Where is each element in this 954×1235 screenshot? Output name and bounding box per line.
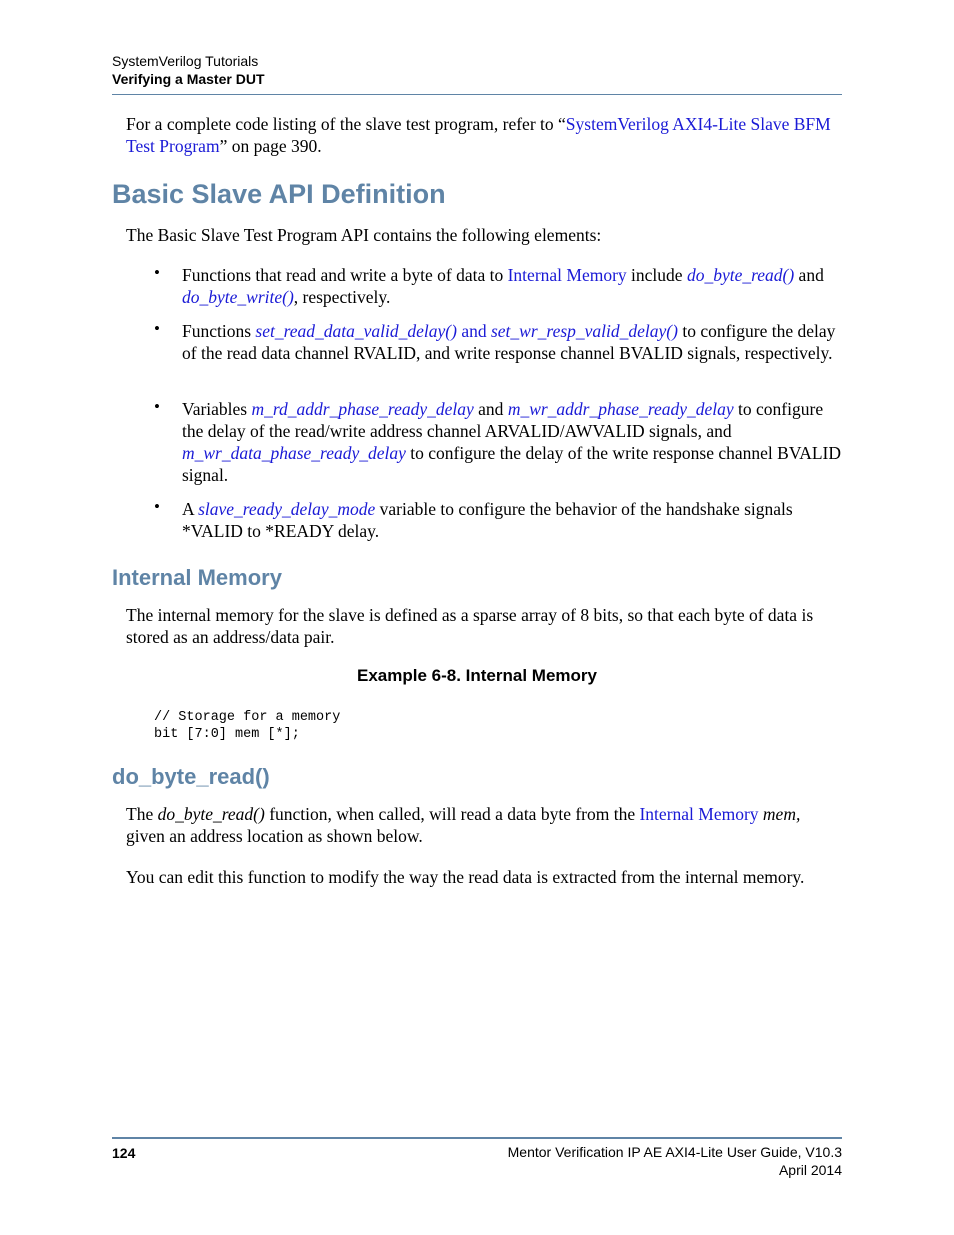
code-block: // Storage for a memory bit [7:0] mem [*]; xyxy=(154,710,341,742)
intro-paragraph xyxy=(126,113,842,157)
header-chapter: SystemVerilog Tutorials xyxy=(112,53,259,69)
heading-internal-memory: Internal Memory xyxy=(112,565,282,590)
link-slave-ready-delay-mode[interactable]: slave_ready_delay_mode xyxy=(198,499,376,519)
internal-memory-paragraph: The internal memory for the slave is defined as a sparse array of 8 bits, so that each byte of data is stored as an address/data pair. xyxy=(126,605,814,647)
bullet-text: Variables xyxy=(182,399,252,419)
bullet-text: include xyxy=(626,265,687,285)
bullet-text: to configure the delay of the read/write address channel ARVALID/AWVALID signals, and xyxy=(182,399,824,441)
running-header xyxy=(112,52,265,88)
link-internal-memory[interactable]: Internal Memory xyxy=(507,265,627,285)
bullet-dot: • xyxy=(154,319,160,338)
bullet-text: and xyxy=(794,265,824,285)
link-do-byte-read[interactable]: do_byte_read() xyxy=(686,265,795,285)
bullet-text: to configure the delay of the write response channel BVALID signal. xyxy=(182,443,842,485)
link-slave-test-program[interactable]: SystemVerilog AXI4-Lite Slave BFM Test Program xyxy=(126,114,831,156)
bullet-text: variable to configure the behavior of the handshake signals *VALID to *READY delay. xyxy=(182,499,793,541)
do-byte-read-paragraph xyxy=(126,803,842,847)
link-m-rd-addr-phase-ready-delay[interactable]: m_rd_addr_phase_ready_delay xyxy=(251,399,474,419)
function-name: do_byte_read() xyxy=(157,804,265,824)
bullet-text: to configure the delay of the read data channel RVALID, and write response channel BVALID signals, respectively. xyxy=(182,321,836,363)
link-set-read-data-valid-delay[interactable]: set_read_data_valid_delay() xyxy=(255,321,457,341)
header-divider xyxy=(112,94,842,95)
link-do-byte-write[interactable]: do_byte_write() xyxy=(182,287,294,307)
footer-divider xyxy=(112,1137,842,1139)
link-m-wr-addr-phase-ready-delay[interactable]: m_wr_addr_phase_ready_delay xyxy=(507,399,734,419)
footer-info xyxy=(508,1143,842,1179)
link-internal-memory[interactable]: Internal Memory xyxy=(639,804,759,824)
bullet-text: , respectively. xyxy=(293,287,391,307)
page-number: 124 xyxy=(112,1145,136,1161)
api-lead-paragraph: The Basic Slave Test Program API contains the following elements: xyxy=(126,225,602,245)
link-set-wr-resp-valid-delay[interactable]: set_wr_resp_valid_delay() xyxy=(490,321,678,341)
intro-page-ref: ” on page 390. xyxy=(219,136,322,156)
example-caption: Example 6-8. Internal Memory xyxy=(357,666,597,685)
heading-basic-slave-api: Basic Slave API Definition xyxy=(112,179,446,209)
bullet-text: and xyxy=(473,399,508,419)
bullet-text: A xyxy=(182,499,199,519)
edit-function-paragraph: You can edit this function to modify the way the read data is extracted from the internal memory. xyxy=(126,867,805,887)
footer-guide-title: Mentor Verification IP AE AXI4-Lite User Guide, V10.3 xyxy=(507,1144,842,1160)
paragraph-text: The xyxy=(126,804,158,824)
footer-date: April 2014 xyxy=(778,1162,842,1178)
bullet-text: Functions xyxy=(182,321,256,341)
bullet-dot: • xyxy=(154,497,160,516)
paragraph-text: given an address location as shown below. xyxy=(126,826,423,846)
link-and[interactable]: and xyxy=(456,321,491,341)
intro-text: For a complete code listing of the slave test program, refer to “ xyxy=(126,114,566,134)
link-m-wr-data-phase-ready-delay[interactable]: m_wr_data_phase_ready_delay xyxy=(182,443,406,463)
bullet-dot: • xyxy=(154,263,160,282)
heading-do-byte-read: do_byte_read() xyxy=(112,764,270,789)
paragraph-text: function, when called, will read a data byte from the xyxy=(264,804,640,824)
bullet-dot: • xyxy=(154,397,160,416)
header-section: Verifying a Master DUT xyxy=(112,71,265,87)
variable-name: mem, xyxy=(762,804,801,824)
bullet-text: Functions that read and write a byte of data to xyxy=(182,265,508,285)
